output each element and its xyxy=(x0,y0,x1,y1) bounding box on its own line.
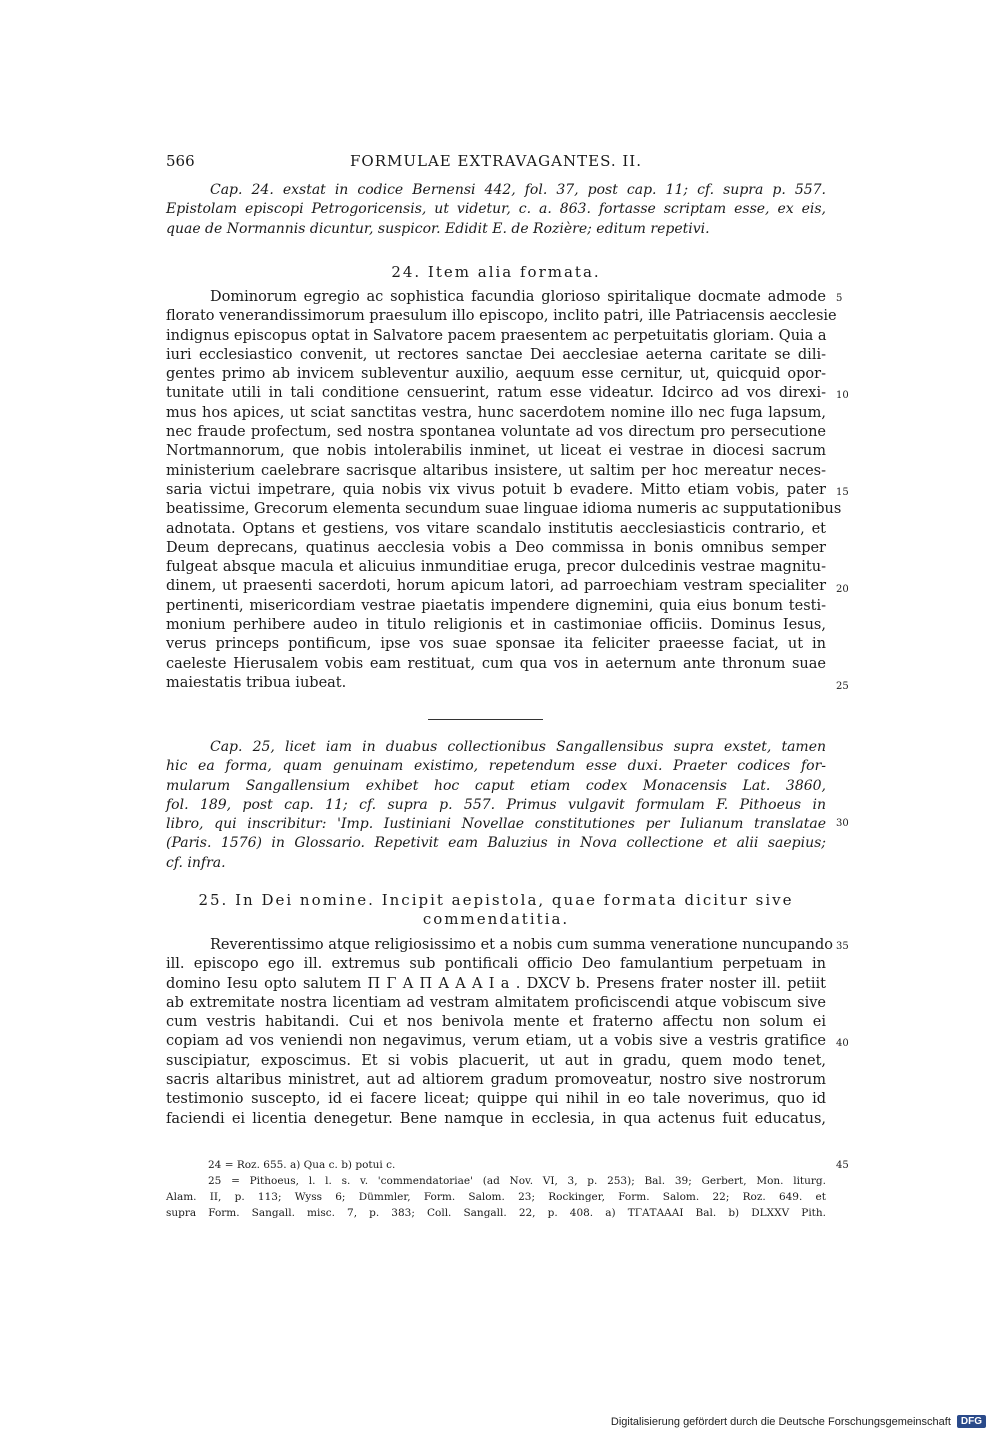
text-line: ab extremitate nostra licentiam ad vestram almitatem proficiscendi atque vobiscum sive xyxy=(166,994,826,1011)
line-number: 30 xyxy=(836,818,849,829)
heading-line: commendatitia. xyxy=(422,910,570,928)
intro-line: hic ea forma, quam genuinam existimo, repetendum esse duxi. Praeter codices for- xyxy=(166,758,826,775)
line-number: 45 xyxy=(836,1160,849,1171)
text-line: ministerium caelebrare sacrisque altaribus insistere, ut saltim per hoc mereatur neces- xyxy=(166,462,826,479)
text-line: saria victui impetrare, quia nobis vix vivus potuit b evadere. Mitto etiam vobis, pater xyxy=(166,481,826,498)
text-line: cum vestris habitandi. Cui et nos benivola mente et fraterno affectu non solum ei xyxy=(166,1014,826,1031)
intro-line: (Paris. 1576) in Glossario. Repetivit eam Baluzius in Nova collectione et alii saepius; xyxy=(166,835,826,852)
footer-credit xyxy=(611,1415,986,1428)
text-line: suscipiatur, exposcimus. Et si vobis placuerit, ut aut in gradu, quem modo tenet, xyxy=(166,1052,826,1069)
intro-line: fol. 189, post cap. 11; cf. supra p. 557. Primus vulgavit formulam F. Pithoeus in xyxy=(166,796,826,813)
text-line: monium perhibere audeo in titulo religionis et in castimoniae officiis. Dominus Iesus, xyxy=(166,617,826,634)
line-number: 10 xyxy=(836,390,849,401)
line-number: 15 xyxy=(836,487,849,498)
text-line: testimonio suscepto, id ei facere liceat; quippe qui nihil in eo tale noverimus, quo id xyxy=(166,1091,826,1108)
text-line: ill. episcopo ego ill. extremus sub pontificali officio Deo famulantium perpetuam in xyxy=(166,956,826,973)
intro-paragraph-25 xyxy=(166,737,826,872)
text-line: fulgeat absque macula et alicuius inmunditiae eruga, precor dulcedinis vestrae magnitu- xyxy=(166,559,826,576)
section-heading-24: 24. Item alia formata. xyxy=(391,263,601,281)
text-line: iuri ecclesiastico convenit, ut rectores sanctae Dei aecclesiae aeterna caritate se dili- xyxy=(166,346,826,363)
text-line: beatissime, Grecorum elementa secundum suae linguae idioma numeris ac supputationibus xyxy=(166,501,842,518)
text-line: copiam ad vos veniendi non negavimus, verum etiam, ut a vobis sive a vestris gratifice xyxy=(166,1033,826,1050)
intro-paragraph-24 xyxy=(166,180,826,238)
text-line: Reverentissimo atque religiosissimo et a nobis cum summa veneratione nuncupando xyxy=(210,937,834,953)
intro-line: cf. infra. xyxy=(166,854,226,871)
dfg-logo: DFG xyxy=(957,1415,986,1428)
text-line: verus princeps pontificum, ipse vos suae sponsae ita feliciter praeesse faciat, ut in xyxy=(166,636,826,653)
footer-text: Digitalisierung gefördert durch die Deutsche Forschungsgemeinschaft xyxy=(610,1415,951,1428)
text-line: adnotata. Optans et gestiens, vos vitare scandalo institutis aecclesiasticis contrario, et xyxy=(166,520,826,537)
footnote-line: 25 = Pithoeus, l. l. s. v. 'commendatoriae' (ad Nov. VI, 3, p. 253); Bal. 39; Gerbert, Mon. liturg. xyxy=(208,1175,826,1187)
intro-line: quae de Normannis dicuntur, suspicor. Edidit E. de Rozière; editum repetivi. xyxy=(166,220,710,237)
intro-line: mularum Sangallensium exhibet hoc caput etiam codex Monacensis Lat. 3860, xyxy=(166,777,826,794)
text-line: gentes primo ab invicem subleventur auxilio, aequum esse cernitur, ut, quicquid opor- xyxy=(166,366,826,383)
line-number: 35 xyxy=(836,941,849,952)
intro-line: Epistolam episcopi Petrogoricensis, ut videtur, c. a. 863. fortasse scriptam esse, ex eis, xyxy=(166,201,826,218)
page-number: 566 xyxy=(166,152,195,170)
running-title: FORMULAE EXTRAVAGANTES. II. xyxy=(350,152,642,170)
text-line: tunitate utili in tali conditione censuerint, ratum esse videatur. Idcirco ad vos direxi- xyxy=(166,385,826,402)
text-line: nec fraude profectum, sed nostra spontanea voluntate ad vos directum pro persecutione xyxy=(166,424,826,441)
heading-line: 25. In Dei nomine. Incipit aepistola, quae formata dicitur sive xyxy=(198,891,794,909)
section-heading-25 xyxy=(166,891,826,929)
footnote-line: Alam. II, p. 113; Wyss 6; Dümmler, Form. Salom. 23; Rockinger, Form. Salom. 22; Roz. 649. et xyxy=(166,1191,826,1203)
line-number: 5 xyxy=(836,293,843,304)
text-line: Nortmannorum, que nobis intolerabilis inminet, ut liceat ei vestrae in diocesi sacrum xyxy=(166,443,826,460)
text-line: sacris altaribus ministret, aut ad altiorem gradum promoveatur, nostro sive nostrorum xyxy=(166,1072,826,1089)
text-line: caeleste Hierusalem vobis eam restituat, cum qua vos in aeternum ante thronum suae xyxy=(166,655,826,672)
intro-line: Cap. 25, licet iam in duabus collectionibus Sangallensibus supra exstet, tamen xyxy=(210,739,826,755)
text-line: maiestatis tribua iubeat. xyxy=(166,674,347,691)
intro-line: libro, qui inscribitur: 'Imp. Iustiniani Novellae constitutiones per Iulianum translatae xyxy=(166,816,826,833)
section-divider xyxy=(428,719,543,720)
footnote-line: 24 = Roz. 655. a) Qua c. b) potui c. xyxy=(208,1159,396,1171)
footnote-line: supra Form. Sangall. misc. 7, p. 383; Coll. Sangall. 22, p. 408. a) ΤΓΑΤΑΑΑΙ Bal. b) DLXXV Pith. xyxy=(166,1207,826,1219)
line-number: 20 xyxy=(836,584,849,595)
text-line: faciendi ei licentia denegetur. Bene namque in ecclesia, in qua actenus fuit educatus, xyxy=(166,1110,826,1127)
text-line: indignus episcopus optat in Salvatore pacem praesentem ac perpetuitatis gloriam. Quia a xyxy=(166,327,827,344)
text-line: Dominorum egregio ac sophistica facundia glorioso spiritalique docmate admode xyxy=(210,289,826,305)
line-number: 40 xyxy=(836,1038,849,1049)
line-number: 25 xyxy=(836,681,849,692)
text-line: dinem, ut praesenti sacerdoti, horum apicum latori, ad parroechiam vestram specialiter xyxy=(166,578,826,595)
footnotes xyxy=(166,1157,826,1221)
text-line: domino Iesu opto salutem Π Γ Α Π Α Α Α Ι a . DXCV b. Presens frater noster ill. petiit xyxy=(166,975,826,992)
text-line: pertinenti, misericordiam vestrae piaetatis impendere dignemini, quia eius bonum testi- xyxy=(166,597,826,614)
formula-text-24 xyxy=(166,288,842,693)
formula-text-25 xyxy=(166,936,834,1129)
text-line: Deum deprecans, quatinus aecclesia vobis a Deo commissa in bonis omnibus semper xyxy=(166,539,826,556)
running-header xyxy=(166,152,826,174)
text-line: florato venerandissimorum praesulum illo episcopo, inclito patri, ille Patriacensis aecclesie xyxy=(166,308,837,325)
text-line: mus hos apices, ut sciat sanctitas vestra, hunc sacerdotem nomine illo nec fuga lapsum, xyxy=(166,404,826,421)
intro-line: Cap. 24. exstat in codice Bernensi 442, fol. 37, post cap. 11; cf. supra p. 557. xyxy=(210,182,826,198)
